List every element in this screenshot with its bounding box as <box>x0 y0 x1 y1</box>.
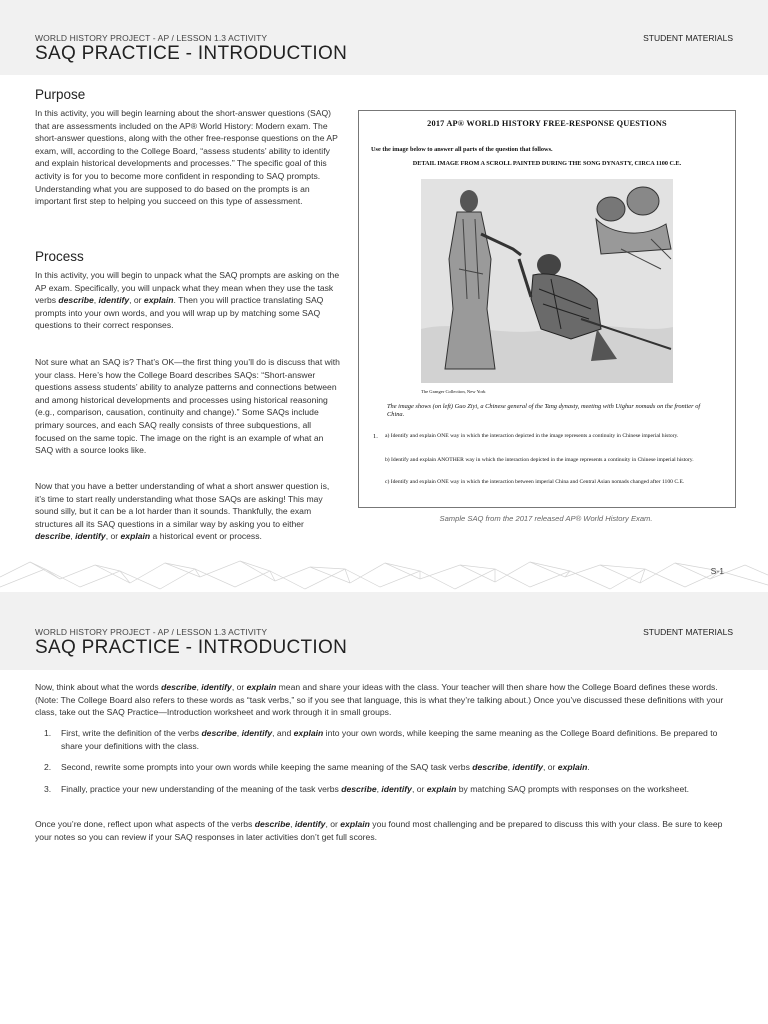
page1-lesson-label: WORLD HISTORY PROJECT - AP / LESSON 1.3 ACTIVITY <box>35 33 268 43</box>
page1-student-materials-label: STUDENT MATERIALS <box>643 33 733 43</box>
question-number: 1. <box>373 433 378 440</box>
image-description: The image shows (on left) Guo Ziyi, a Chinese general of the Tang dynasty, meeting with Uighur nomads on the frontier of China. <box>387 403 701 418</box>
list-item: 2. Second, rewrite some prompts into your own words while keeping the same meaning of the SAQ task verbs describe, identify, or explain. <box>44 762 590 773</box>
page-number: S-1 <box>710 566 724 576</box>
page2-outro-paragraph: Once you’re done, reflect upon what aspects of the verbs describe, identify, or explain you found most challenging and be prepared to discuss this with your class. Be sure to keep your notes so you can review if your SAQ responses in later activities don’t get full scores. <box>35 819 723 842</box>
page2-intro-paragraph: Now, think about what the words describe, identify, or explain mean and share your ideas with the class. Your teacher will then share how the College Board defines these words. (Note: The College Board also refers to these words as “task verbs,” so if you see that language, this is what they’re talking about.) Once you’ve discussed these definitions with your class, take out the SAQ Practice—Introduction worksheet and work through it in small groups. <box>35 682 724 718</box>
page1-title: SAQ PRACTICE - INTRODUCTION <box>35 43 348 64</box>
question-part-b: b) Identify and explain ANOTHER way in which the interaction depicted in the image represents a continuity in Chinese imperial history. <box>385 457 694 463</box>
image-credit: The Granger Collection, New York <box>421 389 486 394</box>
purpose-heading: Purpose <box>35 87 86 102</box>
sample-saq-figure <box>358 110 736 508</box>
activity-steps-list <box>35 727 735 804</box>
process-paragraph-2: Not sure what an SAQ is? That’s OK—the first thing you’ll do is discuss that with your class. Here’s how the College Board describes SAQs: “Short-answer questions assess students’ ability to analyze patterns and connections between and among historical developments and processes using historical reasoning (e.g., comparison, causation, continuity and change).” Some SAQs include primary sources, and each SAQ really consists of three subquestions, all focused on the same topic. The image on the right is an example of what an SAQ with a source looks like. <box>35 357 340 456</box>
figure-detail-caption: DETAIL IMAGE FROM A SCROLL PAINTED DURING THE SONG DYNASTY, CIRCA 1100 C.E. <box>412 160 682 167</box>
process-heading: Process <box>35 249 84 264</box>
page2-student-materials-label: STUDENT MATERIALS <box>643 627 733 637</box>
question-part-c: c) Identify and explain ONE way in which the interaction between imperial China and Central Asian nomads changed after 1100 C.E. <box>385 479 685 485</box>
process-paragraph-1: In this activity, you will begin to unpack what the SAQ prompts are asking on the AP exam. Specifically, you will unpack what they mean when they use the task verbs describe, identify, or explain. Then you will practice translating SAQ prompts into your own words, and you will wrap up by matching some SAQ questions to their correct responses. <box>35 270 340 331</box>
figure-instruction: Use the image below to answer all parts of the question that follows. <box>371 146 553 153</box>
scroll-painting-image <box>421 179 673 383</box>
page2-lesson-label: WORLD HISTORY PROJECT - AP / LESSON 1.3 ACTIVITY <box>35 627 268 637</box>
figure-caption: Sample SAQ from the 2017 released AP® World History Exam. <box>439 514 653 523</box>
page2-title: SAQ PRACTICE - INTRODUCTION <box>35 637 348 658</box>
figure-title: 2017 AP® WORLD HISTORY FREE-RESPONSE QUESTIONS <box>427 119 667 128</box>
process-paragraph-3: Now that you have a better understanding of what a short answer question is, it’s time to start really understanding what those SAQs are asking! This may sound silly, but it can be a lot harder than it sounds. Thankfully, the exam structures all its SAQ questions in a similar way by asking you to either describe, identify, or explain a historical event or process. <box>35 481 330 542</box>
list-item: 1. First, write the definition of the verbs describe, identify, and explain into your own words, while keeping the same meaning as the College Board definitions. Be prepared to share your definitions with the class. <box>44 728 718 751</box>
question-part-a: a) Identify and explain ONE way in which the interaction depicted in the image represents a continuity in Chinese imperial history. <box>385 433 679 439</box>
purpose-text: In this activity, you will begin learning about the short-answer questions (SAQ) that are assessments included on the AP® World History: Modern exam. The short-answer questions, along with the other free-response questions on the AP exam, will, according to the College Board, “assess students’ ability to identify and explain historical developments and processes.” The specific goal of this activity is for you to become more confident in responding to SAQ prompts. Understanding what you are supposed to do based on the prompts is an important first step to helping you succeed on this type of assessment. <box>35 108 338 207</box>
list-item: 3. Finally, practice your new understanding of the meaning of the task verbs describe, identify, or explain by matching SAQ prompts with responses on the worksheet. <box>44 783 690 794</box>
decorative-triangle-pattern <box>0 557 768 591</box>
